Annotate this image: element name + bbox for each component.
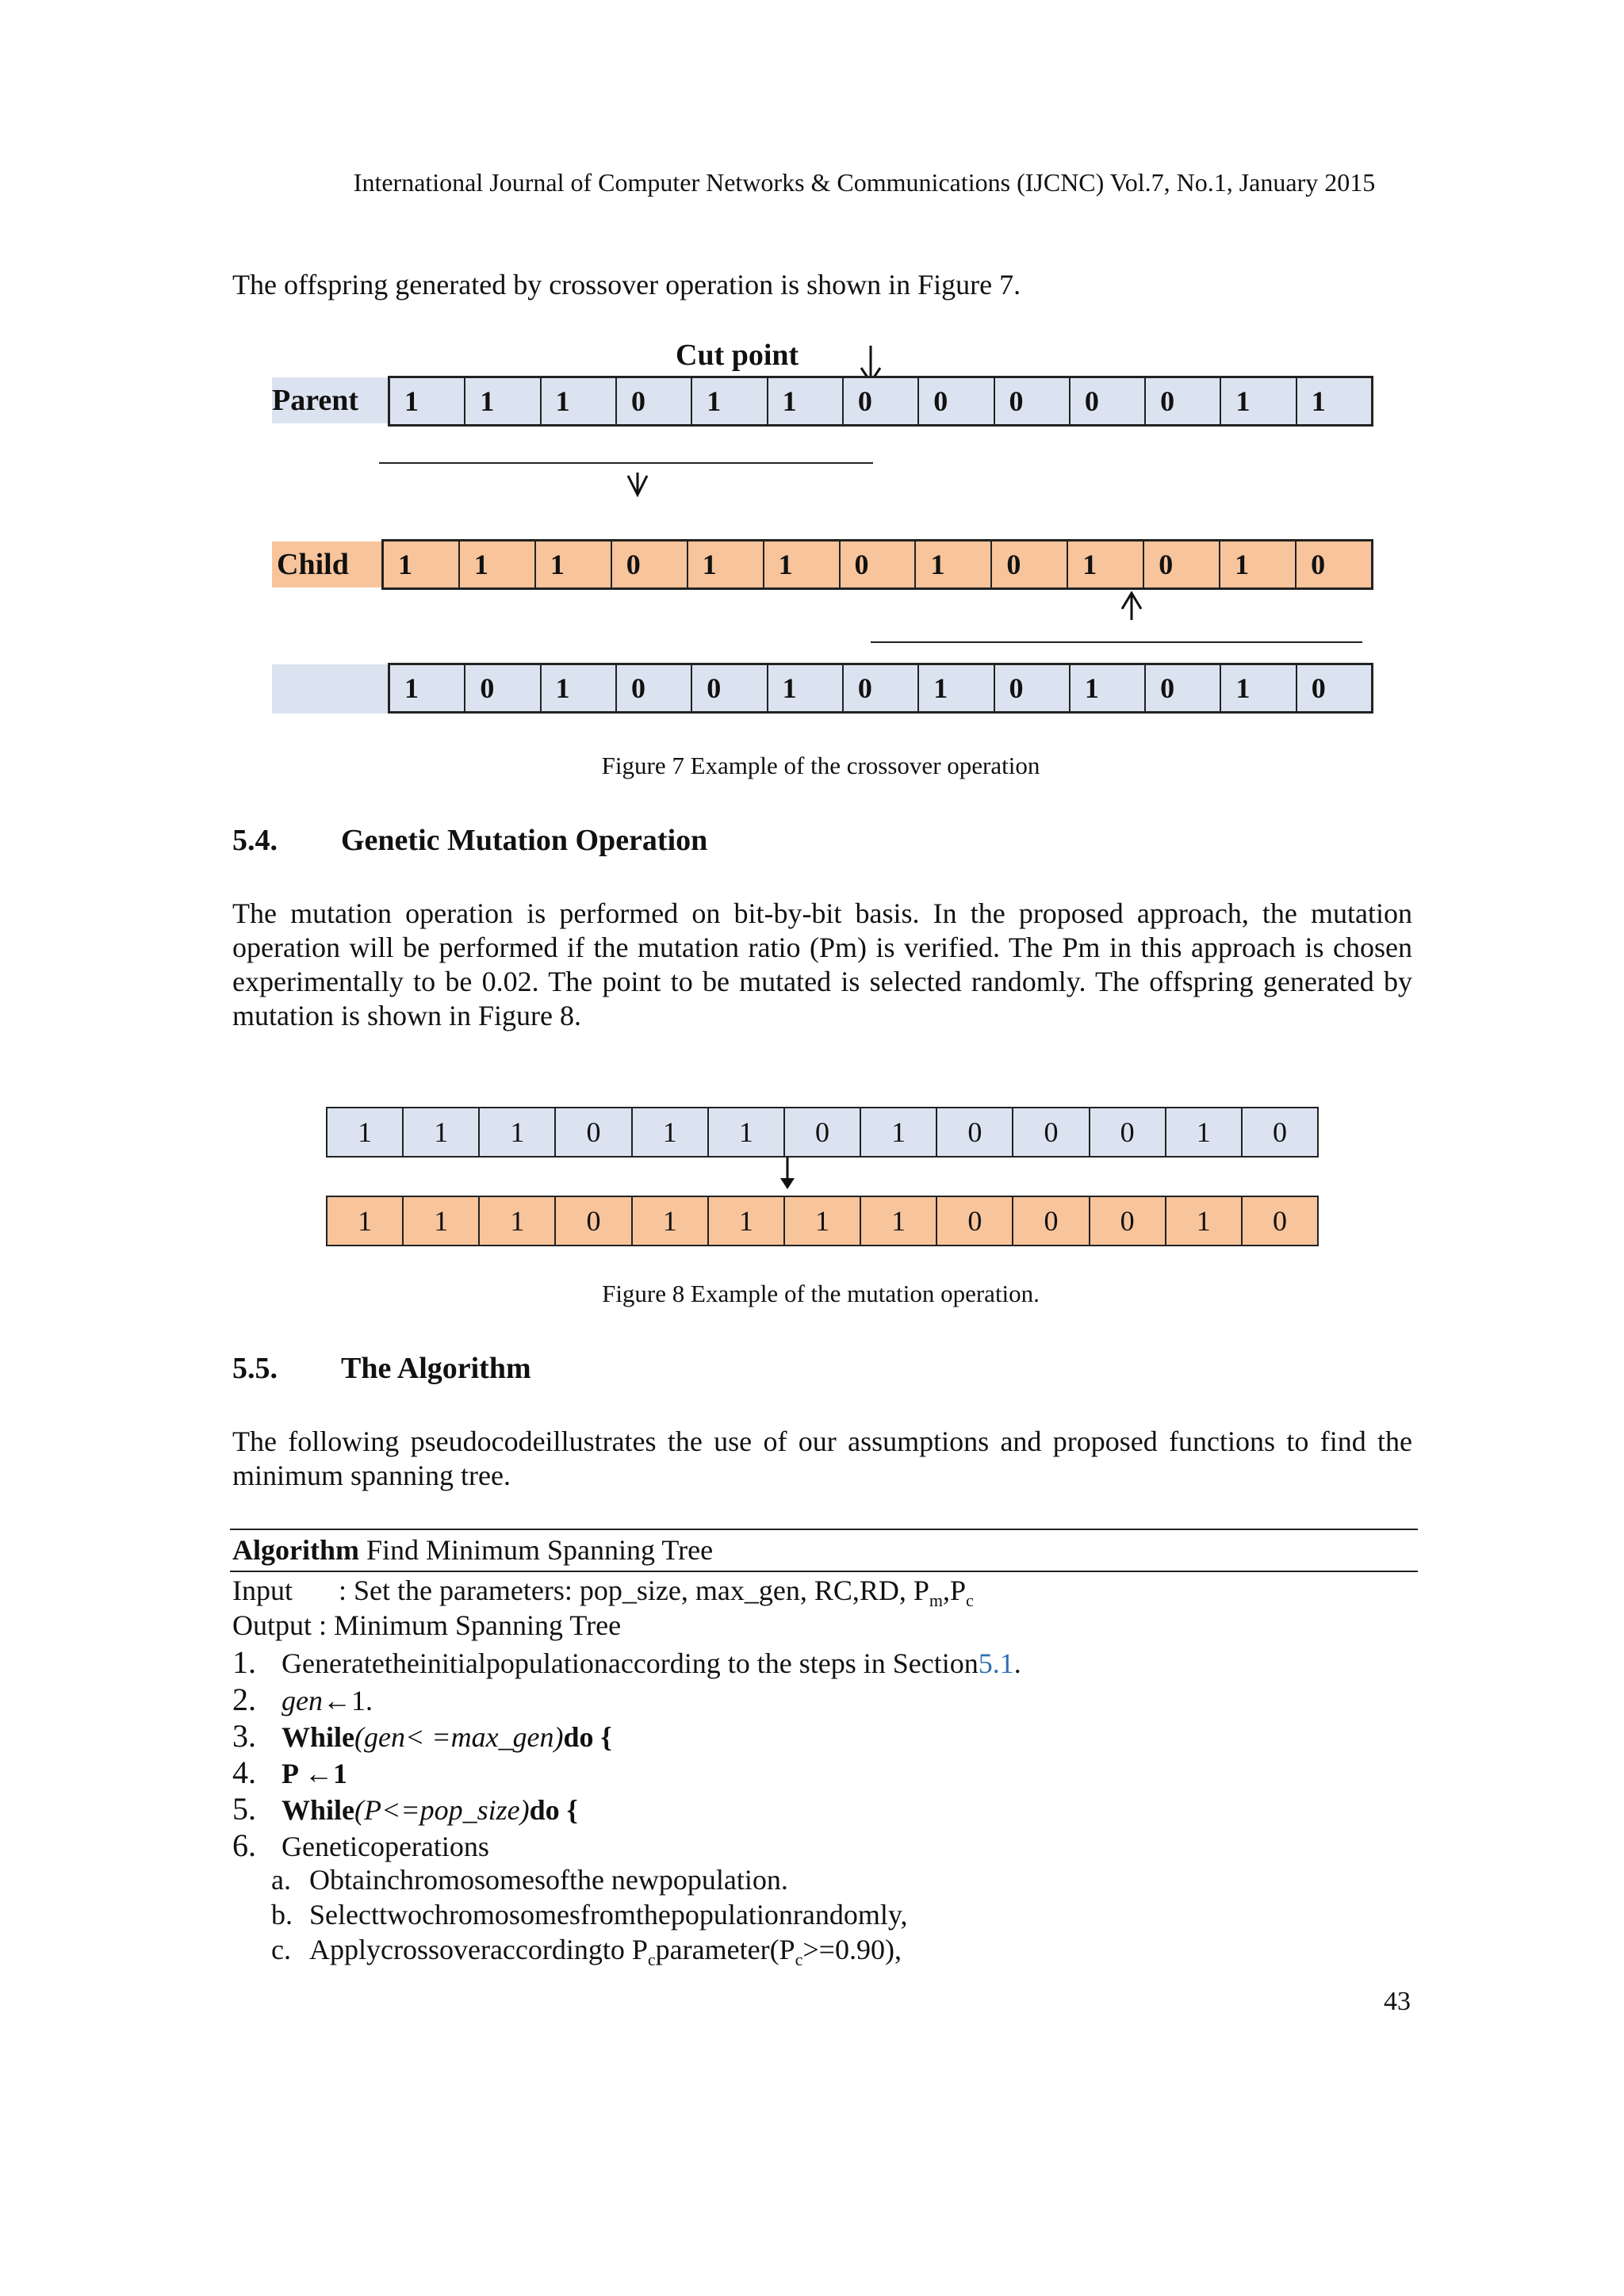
pre-mutation-gene-cell: 0	[556, 1108, 632, 1156]
up-arrow-icon	[1119, 590, 1144, 622]
child-gene-cell: 1	[460, 541, 536, 587]
algorithm-input	[232, 1574, 974, 1611]
algorithm-name: Find Minimum Spanning Tree	[358, 1534, 714, 1566]
mutation-arrow-icon	[779, 1158, 796, 1191]
child-gene-cell: 0	[1144, 541, 1220, 587]
step-3-condition: (gen< =max_gen)	[354, 1721, 564, 1753]
journal-header: International Journal of Computer Networks & Communications (IJCNC) Vol.7, No.1, January 2015	[353, 168, 1376, 197]
section-5-5-body: The following pseudocodeillustrates the use of our assumptions and proposed functions to find the minimum spanning tree.	[232, 1425, 1412, 1491]
algorithm-step-4	[232, 1754, 347, 1791]
input-comma: ,P	[943, 1575, 967, 1606]
child-gene-cell: 0	[841, 541, 917, 587]
pre-mutation-gene-cell: 0	[1013, 1108, 1090, 1156]
section-5-4-title: Genetic Mutation Operation	[341, 824, 708, 857]
algorithm-step-6c	[271, 1933, 902, 1970]
parent-gene-cell: 1	[465, 378, 541, 424]
second-parent-chromosome	[388, 663, 1373, 714]
down-arrow-icon	[625, 471, 650, 499]
step-2-text: ←1.	[322, 1685, 373, 1716]
parent-gene-cell: 1	[390, 378, 465, 424]
pre-mutation-gene-cell: 1	[404, 1108, 480, 1156]
algorithm-title	[232, 1533, 713, 1567]
step-6c-sub-2: c	[795, 1950, 803, 1970]
algorithm-step-1	[232, 1644, 1021, 1681]
post-mutation-gene-cell: 1	[327, 1197, 404, 1245]
child-label: Child	[272, 541, 388, 587]
step-3-end: do {	[563, 1721, 612, 1753]
post-mutation-gene-cell: 0	[937, 1197, 1013, 1245]
step-6-number: 6.	[232, 1827, 256, 1863]
step-2-var: gen	[282, 1685, 323, 1716]
section-5-4-body: The mutation operation is performed on bit-by-bit basis. In the proposed approach, the mutation operation will be performed if the mutation ratio (Pm) is verified. The Pm in this approach is chosen experimentally to be 0.02. The point to be mutated is selected randomly. The offspring generated by mutation is shown in Figure 8.	[232, 897, 1412, 1031]
parent-gene-cell: 0	[844, 378, 919, 424]
figure-8-caption: Figure 8 Example of the mutation operation.	[602, 1280, 1040, 1307]
step-5-number: 5.	[232, 1791, 256, 1827]
algorithm-step-6	[232, 1827, 489, 1864]
parent-gene-cell: 0	[919, 378, 994, 424]
second-parent-gene-cell: 0	[692, 665, 768, 711]
parent-gene-cell: 0	[995, 378, 1071, 424]
step-4-text: P ←1	[282, 1758, 348, 1789]
algorithm-step-2	[232, 1681, 373, 1718]
step-5-condition: (P<=pop_size)	[354, 1794, 530, 1826]
section-5-5-title: The Algorithm	[341, 1352, 531, 1385]
pre-mutation-gene-cell: 1	[709, 1108, 785, 1156]
step-2-number: 2.	[232, 1682, 256, 1717]
algorithm-step-3	[232, 1717, 612, 1755]
second-parent-gene-cell: 0	[995, 665, 1071, 711]
algorithm-step-6b	[271, 1898, 908, 1931]
section-5-5-number: 5.5.	[232, 1352, 278, 1385]
child-gene-cell: 0	[612, 541, 688, 587]
step-3-number: 3.	[232, 1718, 256, 1754]
step-6c-text-2: parameter(P	[655, 1934, 795, 1965]
algorithm-step-6a	[271, 1863, 788, 1896]
parent-gene-cell: 1	[542, 378, 617, 424]
parent-chromosome	[388, 376, 1373, 427]
second-parent-gene-cell: 0	[465, 665, 541, 711]
step-1-end: .	[1013, 1647, 1021, 1679]
input-text: : Set the parameters: pop_size, max_gen, RC,RD, P	[339, 1575, 929, 1606]
second-parent-gene-cell: 1	[919, 665, 994, 711]
pre-mutation-gene-cell: 0	[785, 1108, 861, 1156]
child-gene-cell: 0	[1311, 549, 1326, 580]
post-mutation-gene-cell: 1	[633, 1197, 709, 1245]
step-6c-sub-1: c	[647, 1950, 656, 1970]
parent-gene-cell: 1	[692, 378, 768, 424]
parent-gene-cell: 0	[617, 378, 692, 424]
second-parent-gene-cell: 0	[1311, 672, 1326, 704]
post-mutation-gene-cell: 1	[1166, 1197, 1243, 1245]
parent-gene-cell: 0	[1071, 378, 1146, 424]
pre-mutation-gene-cell: 1	[327, 1108, 404, 1156]
second-parent-gene-cell: 0	[844, 665, 919, 711]
page-number: 43	[1384, 1987, 1411, 2016]
input-sub-m: m	[929, 1590, 943, 1611]
step-4-number: 4.	[232, 1755, 256, 1790]
intro-paragraph: The offspring generated by crossover operation is shown in Figure 7.	[232, 269, 1021, 300]
pre-mutation-gene-cell: 1	[480, 1108, 556, 1156]
chromosome-after-mutation	[326, 1196, 1319, 1246]
child-gene-cell: 1	[1220, 541, 1297, 587]
section-5-4-number: 5.4.	[232, 824, 278, 857]
step-6b-label: b.	[271, 1899, 293, 1931]
algorithm-header-rule	[230, 1571, 1418, 1572]
child-gene-cell: 1	[764, 541, 841, 587]
second-parent-gene-cell: 1	[1221, 665, 1297, 711]
step-1-text: Generatetheinitialpopulationaccording to the steps in Section	[282, 1647, 979, 1679]
post-mutation-gene-cell: 1	[785, 1197, 861, 1245]
pre-mutation-gene-cell: 1	[633, 1108, 709, 1156]
parent-gene-cell: 1	[768, 378, 844, 424]
input-label: Input	[232, 1575, 293, 1606]
parent-label: Parent	[272, 377, 389, 423]
post-mutation-gene-cell: 1	[709, 1197, 785, 1245]
pre-mutation-gene-cell: 1	[1166, 1108, 1243, 1156]
second-parent-gene-cell: 0	[617, 665, 692, 711]
post-mutation-gene-cell: 0	[1272, 1205, 1287, 1237]
step-6a-label: a.	[271, 1864, 291, 1896]
step-6c-label: c.	[271, 1934, 291, 1965]
pre-mutation-gene-cell: 0	[1090, 1108, 1166, 1156]
post-mutation-gene-cell: 0	[1013, 1197, 1090, 1245]
input-sub-c: c	[966, 1590, 974, 1611]
step-6b-text: Selecttwochromosomesfromthepopulationrandomly,	[309, 1899, 908, 1931]
second-parent-gene-cell: 1	[768, 665, 844, 711]
second-parent-gene-cell: 1	[1071, 665, 1146, 711]
algorithm-keyword: Algorithm	[232, 1534, 359, 1566]
section-5-1-link[interactable]: 5.1	[978, 1647, 1014, 1679]
child-gene-cell: 1	[1068, 541, 1144, 587]
child-gene-cell: 1	[536, 541, 612, 587]
parent-gene-cell: 1	[1311, 385, 1326, 417]
second-parent-gene-cell: 1	[390, 665, 465, 711]
child-gene-cell: 1	[384, 541, 460, 587]
parent-gene-cell: 0	[1146, 378, 1221, 424]
pre-mutation-gene-cell: 0	[937, 1108, 1013, 1156]
step-1-number: 1.	[232, 1644, 256, 1680]
step-5-keyword: While	[282, 1794, 355, 1826]
second-parent-gene-cell: 0	[1146, 665, 1221, 711]
post-mutation-gene-cell: 1	[861, 1197, 937, 1245]
algorithm-output: Output : Minimum Spanning Tree	[232, 1609, 622, 1641]
step-6-text: Geneticoperations	[282, 1831, 489, 1862]
child-gene-cell: 1	[688, 541, 764, 587]
post-mutation-gene-cell: 1	[480, 1197, 556, 1245]
step-5-end: do {	[529, 1794, 578, 1826]
post-mutation-gene-cell: 1	[404, 1197, 480, 1245]
child-gene-cell: 1	[916, 541, 992, 587]
cut-point-label: Cut point	[676, 339, 799, 372]
algorithm-step-5	[232, 1790, 578, 1827]
step-6c-text-3: >=0.90),	[802, 1934, 902, 1965]
chromosome-before-mutation	[326, 1107, 1319, 1158]
pre-mutation-gene-cell: 1	[861, 1108, 937, 1156]
parent-segment-line	[379, 462, 873, 464]
step-3-keyword: While	[282, 1721, 355, 1753]
second-parent-segment-line	[871, 641, 1362, 643]
parent-gene-cell: 1	[1221, 378, 1297, 424]
second-parent-label-area	[272, 664, 391, 714]
post-mutation-gene-cell: 0	[1090, 1197, 1166, 1245]
child-chromosome	[381, 539, 1373, 590]
child-gene-cell: 0	[992, 541, 1068, 587]
figure-7-caption: Figure 7 Example of the crossover operation	[601, 752, 1040, 779]
step-6c-text-1: Applycrossoveraccordingto P	[309, 1934, 648, 1965]
algorithm-top-rule	[230, 1529, 1418, 1530]
step-6a-text: Obtainchromosomesofthe newpopulation.	[309, 1864, 788, 1896]
post-mutation-gene-cell: 0	[556, 1197, 632, 1245]
second-parent-gene-cell: 1	[542, 665, 617, 711]
pre-mutation-gene-cell: 0	[1272, 1116, 1287, 1148]
